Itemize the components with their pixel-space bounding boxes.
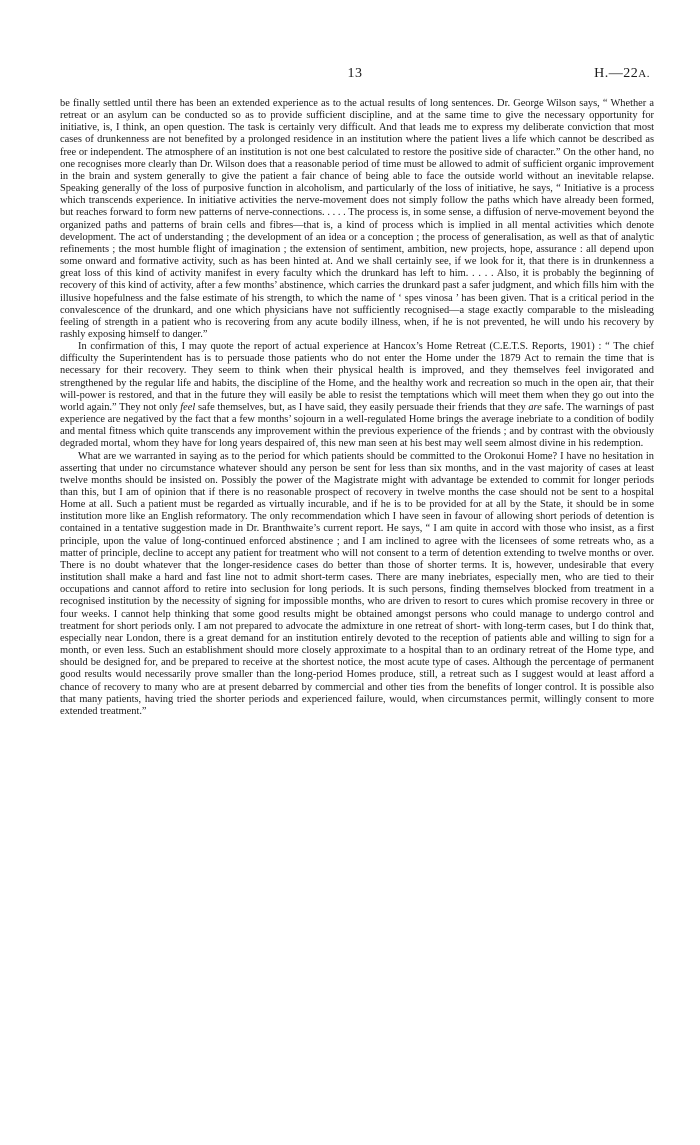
paragraph-text: In confirmation of this, I may quote the report of actual experience at Hancox’s Home Retreat (C.E.T.S. Reports, 1901) : “ The chief difficulty the Superintendent has is to persuade those patients who do not enter the Home under the 1879 Act to remain the time that is necessary for their recovery. They seem to think when their physical health is improved, and they themselves feel invigorated and strengthened by the regular life and habits, the discipline of the Home, and the healthy work and recreation so much in the open air, that their will-power is restored, and that in the future they will easily be able to resist the temptations which will meet them when they go out into the world again.” They not only	[60, 341, 654, 413]
body-text	[60, 98, 654, 718]
paragraph-text: What are we warranted in saying as to the period for which patients should be committed to the Orokonui Home? I have no hesitation in asserting that under no circumstance whatever should any person be sent for less than six months, and in the vast majority of cases at least twelve months should be insisted on. Possibly the power of the Magistrate might with advantage be extended to commit for longer periods than this, but I am of opinion that if there is no reasonable prospect of recovery in twelve months the case should not be sent to a hospital Home at all. Such a patient must be regarded as virtually incurable, and if he is to be provided for at all by the State, it should be in some institution more like an English reformatory. The only recommendation which I have seen in favour of allowing short periods of detention is contained in a tentative suggestion made in Dr. Branthwaite’s current report. He says, “ I am quite in accord with those who insist, as a first principle, upon the value of long-continued enforced abstinence ; and I am inclined to agree with the licensees of some retreats who, as a matter of principle, decline to accept any patient for treatment who will not consent to a term of detention extending to twelve months or over. There is no doubt whatever that the longer-residence cases do better than those of shorter terms. It is, however, undesirable that every institution shall make a hard and fast line not to admit short-term cases. There are many inebriates, especially men, who are tied to their occupations and cannot afford to retire into seclusion for long periods. It is such persons, finding themselves blocked from treatment in a recognised institution by the necessity of signing for impossible months, who are driven to resort to cures which promise recovery in three or four weeks. I cannot help thinking that some good results might be obtained amongst persons who could manage to undergo control and treatment for short periods only. I am not prepared to advocate the admixture in one retreat of short- with long-term cases, but I do think that, especially near London, there is a great demand for an institution entirely devoted to the reception of patients able and willing to sign for a month, or even less. Such an establishment should more closely approximate to a hospital than to an ordinary retreat of the Home type, and should be designed for, and be prepared to receive at the shortest notice, the most acute type of cases. Although the percentage of permanent good results would necessarily prove smaller than the long-period Homes produce, still, a retreat such as I suggest would at least afford a chance of recovery to many who are at present debarred by commercial and other ties from the benefits of longer control. It is possible also that many patients, having tried the shorter periods and experienced failure, would, when circumstances permit, willingly consent to more extended treatment.”	[60, 450, 654, 717]
paragraph-continuation	[60, 98, 654, 341]
page-number: 13	[347, 66, 363, 81]
paragraph-hancox-report	[60, 341, 654, 450]
document-reference	[594, 66, 650, 82]
document-reference-main: H.—22	[594, 66, 639, 81]
paragraph-text: safe themselves, but, as I have said, they easily persuade their friends that they	[195, 401, 529, 413]
paragraph-committal-period	[60, 451, 654, 718]
italic-emphasis: are	[528, 401, 542, 413]
italic-emphasis: feel	[180, 401, 196, 413]
page-header	[60, 66, 650, 86]
document-reference-suffix: A.	[638, 68, 650, 80]
paragraph-text: safe. The warnings of past experience are negatived by the fact that a few months’ sojourn in a well-regulated Home brings the average inebriate to a condition of bodily and mental fitness which quite transcends any improvement within the previous experience of the friends ; and by contrast with the obviously degraded mortal, whom they have for long years despaired of, this new man seen at his best may well seem almost divine in his redemption.	[60, 401, 654, 450]
paragraph-text: be finally settled until there has been an extended experience as to the actual results of long sentences. Dr. George Wilson says, “ Whether a retreat or an asylum can be conducted so as to provide sufficient discipline, and at the same time to give the necessary opportunity for initiative, is, I think, an open question. The task is certainly very difficult. And that leads me to express my deliberate conviction that most cases of drunkenness are not benefited by a prolonged residence in an institution where the patient lives a life which cannot be described as free or independent. The atmosphere of an institution is not one best calculated to restore the positive side of character.” On the other hand, no one recognises more clearly than Dr. Wilson does that a reasonable period of time must be allowed to admit of sufficient organic improvement in the brain and system generally to give the patient a fair chance of being able to face the outside world without an inevitable relapse. Speaking generally of the loss of purposive function in alcoholism, and particularly of the loss of initiative, he says, “ Initiative is a process which transcends experience. In initiative activities the nerve-movement does not simply follow the paths which have already been formed, but reaches forward to form new patterns of nerve-connections. . . . . The process is, in some sense, a diffusion of nerve-movement beyond the organized paths and patterns of brain cells and fibres—that is, a kind of process which is implied in all mental activities which denote development. The act of understanding ; the development of an idea or a conception ; the process of generalisation, as well as that of analytic refinements ; the most humble flight of imagination ; the extension of sentiment, ambition, new projects, hope, assurance : all depend upon some onward and formative activity, such as has been hinted at. And we shall certainly see, if we look for it, that there is in drunkenness a great loss of this kind of activity manifest in every faculty which the drunkard has left to him. . . . . Also, it is probably the beginning of recovery of this kind of activity, after a few months’ abstinence, which carries the drunkard past a safer judgment, and which fills him with the illusive hopefulness and the false estimate of his strength, to which the name of ‘ spes vinosa ’ has been given. That is a critical period in the convalescence of the drunkard, and one which physicians have not sufficiently recognised—a stage exactly comparable to the misleading feeling of strength in a patient who is recovering from any acute bodily illness, when, if he is not prevented, he will undo his recovery by rashly exposing himself to danger.”	[60, 98, 654, 340]
